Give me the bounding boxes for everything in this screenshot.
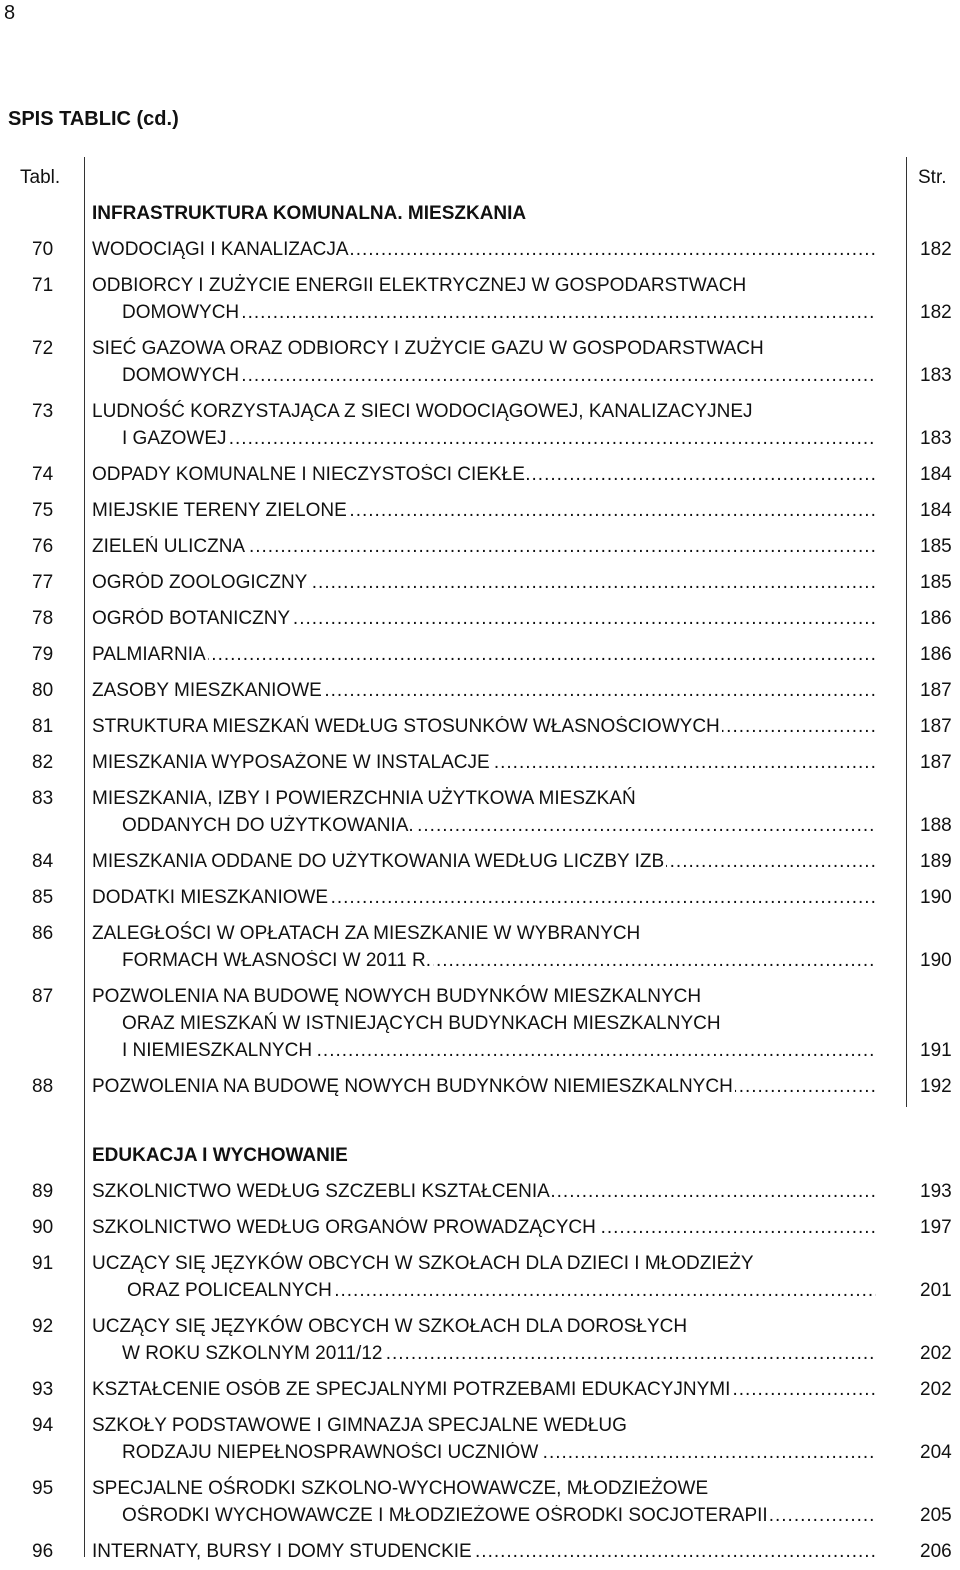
page-number: 8 [4, 2, 16, 24]
table-number: 88 [32, 1076, 54, 1097]
left-divider [84, 157, 85, 1557]
page-reference: 182 [920, 239, 952, 260]
entry-title-text: OŚRODKI WYCHOWAWCZE I MŁODZIEŻOWE OŚRODKI SOCJOTERAPII [122, 1505, 768, 1526]
entry-title-dotted [92, 464, 876, 486]
entry-title-line: UCZĄCY SIĘ JĘZYKÓW OBCYCH W SZKOŁACH DLA DOROSŁYCH [92, 1316, 688, 1337]
entry-title-text: KSZTAŁCENIE OSÓB ZE SPECJALNYMI POTRZEBAMI EDUKACYJNYMI [92, 1379, 731, 1400]
page-reference: 197 [920, 1217, 952, 1238]
page-reference: 204 [920, 1442, 952, 1463]
entry-title-text: ODPADY KOMUNALNE I NIECZYSTOŚCI CIEKŁE [92, 464, 525, 485]
table-number: 73 [32, 401, 54, 422]
entry-title-text: MIEJSKIE TERENY ZIELONE [92, 500, 347, 521]
entry-title-dotted [92, 1181, 876, 1203]
table-number: 95 [32, 1478, 54, 1499]
page-reference: 190 [920, 887, 952, 908]
entry-title-text: RODZAJU NIEPEŁNOSPRAWNOŚCI UCZNIÓW [122, 1442, 539, 1463]
entry-title-text: ORAZ POLICEALNYCH [127, 1280, 332, 1301]
entry-title-dotted [122, 1040, 876, 1062]
table-number: 81 [32, 716, 54, 737]
entry-title-dotted [92, 716, 876, 738]
table-number: 86 [32, 923, 54, 944]
entry-title-text: PALMIARNIA [92, 644, 206, 665]
entry-title-text: I GAZOWEJ [122, 428, 227, 449]
entry-title-line: SZKOŁY PODSTAWOWE I GIMNAZJA SPECJALNE WEDŁUG [92, 1415, 627, 1436]
page-reference: 190 [920, 950, 952, 971]
page-reference: 182 [920, 302, 952, 323]
section-title: INFRASTRUKTURA KOMUNALNA. MIESZKANIA [92, 203, 527, 224]
table-number: 72 [32, 338, 54, 359]
entry-title-text: STRUKTURA MIESZKAŃ WEDŁUG STOSUNKÓW WŁASNOŚCIOWYCH [92, 716, 720, 737]
page-reference: 193 [920, 1181, 952, 1202]
page-reference: 185 [920, 572, 952, 593]
table-number: 85 [32, 887, 54, 908]
page-reference: 201 [920, 1280, 952, 1301]
table-number: 91 [32, 1253, 54, 1274]
table-number: 92 [32, 1316, 54, 1337]
entry-title-dotted [122, 365, 876, 387]
page-reference: 188 [920, 815, 952, 836]
entry-title-dotted [122, 815, 876, 837]
entry-title-dotted [127, 1280, 876, 1302]
page-reference: 192 [920, 1076, 952, 1097]
page-reference: 183 [920, 365, 952, 386]
entry-title-dotted [122, 1343, 876, 1365]
entry-title-text: FORMACH WŁASNOŚCI W 2011 R. [122, 950, 431, 971]
section-title: EDUKACJA I WYCHOWANIE [92, 1145, 348, 1166]
page-reference: 186 [920, 644, 952, 665]
right-divider [906, 157, 907, 1107]
entry-title-text: MIESZKANIA ODDANE DO UŻYTKOWANIA WEDŁUG LICZBY IZB [92, 851, 665, 872]
entry-title-dotted [92, 1541, 876, 1563]
entry-title-line: ORAZ MIESZKAŃ W ISTNIEJĄCYCH BUDYNKACH MIESZKALNYCH [122, 1013, 721, 1034]
table-number: 84 [32, 851, 54, 872]
table-number: 87 [32, 986, 54, 1007]
entry-title-dotted [92, 1076, 876, 1098]
entry-title-line: SPECJALNE OŚRODKI SZKOLNO-WYCHOWAWCZE, MŁODZIEŻOWE [92, 1478, 709, 1499]
entry-title-text: ODDANYCH DO UŻYTKOWANIA. [122, 815, 414, 836]
page-reference: 202 [920, 1379, 952, 1400]
entry-title-dotted [92, 536, 876, 558]
entry-title-dotted [92, 644, 876, 666]
entry-title-line: UCZĄCY SIĘ JĘZYKÓW OBCYCH W SZKOŁACH DLA DZIECI I MŁODZIEŻY [92, 1253, 754, 1274]
page-reference: 186 [920, 608, 952, 629]
entry-title-dotted [92, 500, 876, 522]
table-number: 70 [32, 239, 54, 260]
entry-title-text: DOMOWYCH [122, 302, 240, 323]
table-number: 82 [32, 752, 54, 773]
entry-title-dotted [122, 302, 876, 324]
table-number: 78 [32, 608, 54, 629]
table-number: 77 [32, 572, 54, 593]
entry-title-text: ZASOBY MIESZKANIOWE [92, 680, 322, 701]
entry-title-line: POZWOLENIA NA BUDOWĘ NOWYCH BUDYNKÓW MIESZKALNYCH [92, 986, 702, 1007]
entry-title-dotted [92, 851, 876, 873]
entry-title-dotted [92, 1379, 876, 1401]
table-number: 80 [32, 680, 54, 701]
entry-title-line: ZALEGŁOŚCI W OPŁATACH ZA MIESZKANIE W WYBRANYCH [92, 923, 641, 944]
entry-title-dotted [122, 1442, 876, 1464]
page-reference: 189 [920, 851, 952, 872]
table-number: 89 [32, 1181, 54, 1202]
entry-title-text: OGRÓD ZOOLOGICZNY [92, 572, 308, 593]
entry-title-text: POZWOLENIA NA BUDOWĘ NOWYCH BUDYNKÓW NIEMIESZKALNYCH [92, 1076, 733, 1097]
entry-title-text: W ROKU SZKOLNYM 2011/12 [122, 1343, 383, 1364]
table-number: 79 [32, 644, 54, 665]
page-reference: 183 [920, 428, 952, 449]
entry-title-dotted [92, 887, 876, 909]
entry-title-text: ZIELEŃ ULICZNA [92, 536, 246, 557]
entry-title-dotted [122, 950, 876, 972]
page-reference: 184 [920, 464, 952, 485]
table-number: 94 [32, 1415, 54, 1436]
entry-title-text: I NIEMIESZKALNYCH [122, 1040, 313, 1061]
entry-title-dotted [92, 239, 876, 261]
page-reference: 184 [920, 500, 952, 521]
entry-title-text: SZKOLNICTWO WEDŁUG SZCZEBLI KSZTAŁCENIA [92, 1181, 550, 1202]
page-reference: 206 [920, 1541, 952, 1562]
entry-title-line: ODBIORCY I ZUŻYCIE ENERGII ELEKTRYCZNEJ W GOSPODARSTWACH [92, 275, 747, 296]
page-heading: SPIS TABLIC (cd.) [8, 108, 179, 130]
entry-title-line: LUDNOŚĆ KORZYSTAJĄCA Z SIECI WODOCIĄGOWEJ, KANALIZACYJNEJ [92, 401, 753, 422]
page-reference: 205 [920, 1505, 952, 1526]
table-number: 75 [32, 500, 54, 521]
table-number: 76 [32, 536, 54, 557]
page-reference: 187 [920, 680, 952, 701]
entry-title-text: SZKOLNICTWO WEDŁUG ORGANÓW PROWADZĄCYCH [92, 1217, 596, 1238]
page-reference: 187 [920, 752, 952, 773]
entry-title-dotted [92, 608, 876, 630]
entry-title-dotted [122, 428, 876, 450]
page-reference: 202 [920, 1343, 952, 1364]
entry-title-text: DODATKI MIESZKANIOWE [92, 887, 329, 908]
column-header-str: Str. [918, 167, 947, 188]
entry-title-dotted [92, 680, 876, 702]
entry-title-text: INTERNATY, BURSY I DOMY STUDENCKIE [92, 1541, 472, 1562]
entry-title-line: MIESZKANIA, IZBY I POWIERZCHNIA UŻYTKOWA MIESZKAŃ [92, 788, 636, 809]
entry-title-text: MIESZKANIA WYPOSAŻONE W INSTALACJE [92, 752, 490, 773]
page-reference: 185 [920, 536, 952, 557]
entry-title-text: DOMOWYCH [122, 365, 240, 386]
table-number: 96 [32, 1541, 54, 1562]
entry-title-dotted [92, 752, 876, 774]
table-number: 74 [32, 464, 54, 485]
table-number: 93 [32, 1379, 54, 1400]
table-number: 90 [32, 1217, 54, 1238]
entry-title-dotted [92, 572, 876, 594]
column-header-tabl: Tabl. [20, 167, 61, 188]
entry-title-text: WODOCIĄGI I KANALIZACJA [92, 239, 349, 260]
entry-title-line: SIEĆ GAZOWA ORAZ ODBIORCY I ZUŻYCIE GAZU W GOSPODARSTWACH [92, 338, 764, 359]
table-number: 71 [32, 275, 54, 296]
table-number: 83 [32, 788, 54, 809]
page-reference: 187 [920, 716, 952, 737]
entry-title-text: OGRÓD BOTANICZNY [92, 608, 291, 629]
entry-title-dotted [122, 1505, 876, 1527]
page-reference: 191 [920, 1040, 952, 1061]
entry-title-dotted [92, 1217, 876, 1239]
